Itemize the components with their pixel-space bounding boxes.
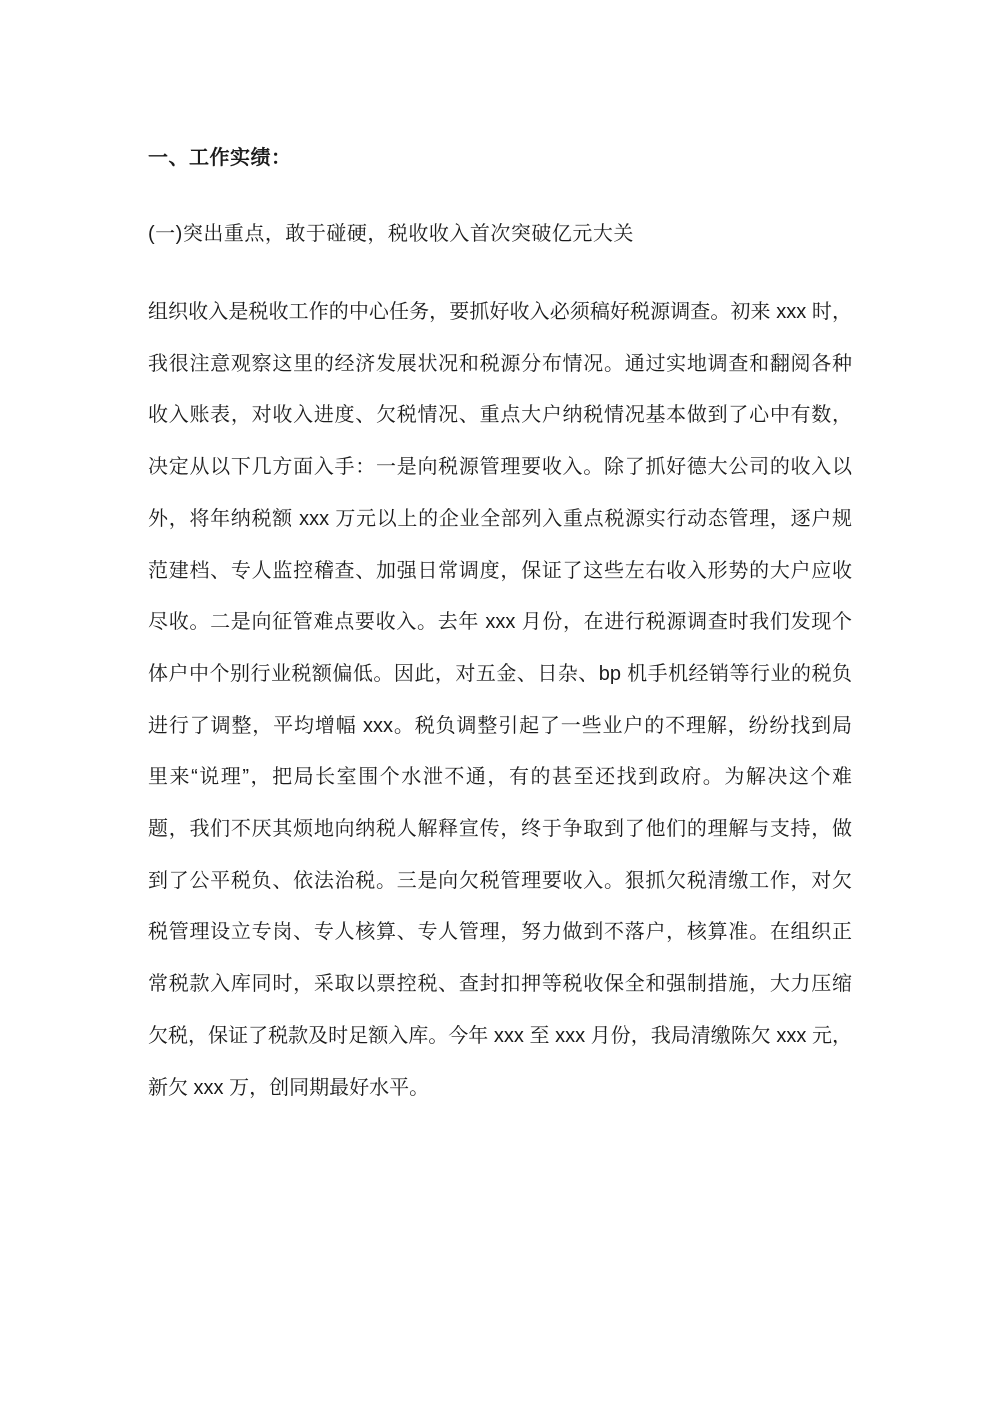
document-content [148,143,852,1114]
paragraph-line: 进行了调整，平均增幅 xxx。税负调整引起了一些业户的不理解，纷纷找到局 [148,714,852,737]
paragraph-line: 到了公平税负、依法治税。三是向欠税管理要收入。狠抓欠税清缴工作，对欠 [148,869,852,892]
section-heading: 一、工作实绩： [148,147,292,169]
paragraph-line: 尽收。二是向征管难点要收入。去年 xxx 月份，在进行税源调查时我们发现个 [148,611,852,634]
paragraph-line: 收入账表，对收入进度、欠税情况、重点大户纳税情况基本做到了心中有数， [148,404,852,427]
body-paragraph [148,287,852,1114]
section-subheading: (一)突出重点，敢于碰硬，税收收入首次突破亿元大关 [148,223,634,245]
paragraph-line: 范建档、专人监控稽查、加强日常调度，保证了这些左右收入形势的大户应收 [148,559,852,582]
paragraph-line: 组织收入是税收工作的中心任务，要抓好收入必须稿好税源调查。初来 xxx 时， [148,301,852,323]
paragraph-line: 外，将年纳税额 xxx 万元以上的企业全部列入重点税源实行动态管理，逐户规 [148,507,852,530]
paragraph-line: 里来“说理”，把局长室围个水泄不通，有的甚至还找到政府。为解决这个难 [148,766,852,789]
paragraph-line: 新欠 xxx 万，创同期最好水平。 [148,1076,430,1099]
paragraph-line: 体户中个别行业税额偏低。因此，对五金、日杂、bp 机手机经销等行业的税负 [148,662,852,685]
paragraph-line: 欠税，保证了税款及时足额入库。今年 xxx 至 xxx 月份，我局清缴陈欠 xxx 元， [148,1024,852,1047]
paragraph-line: 决定从以下几方面入手：一是向税源管理要收入。除了抓好德大公司的收入以 [148,456,852,479]
paragraph-line: 题，我们不厌其烦地向纳税人解释宣传，终于争取到了他们的理解与支持，做 [148,818,852,841]
paragraph-line: 常税款入库同时，采取以票控税、查封扣押等税收保全和强制措施，大力压缩 [148,973,852,996]
paragraph-line: 我很注意观察这里的经济发展状况和税源分布情况。通过实地调查和翻阅各种 [148,352,852,375]
paragraph-line: 税管理设立专岗、专人核算、专人管理，努力做到不落户，核算准。在组织正 [148,921,852,944]
